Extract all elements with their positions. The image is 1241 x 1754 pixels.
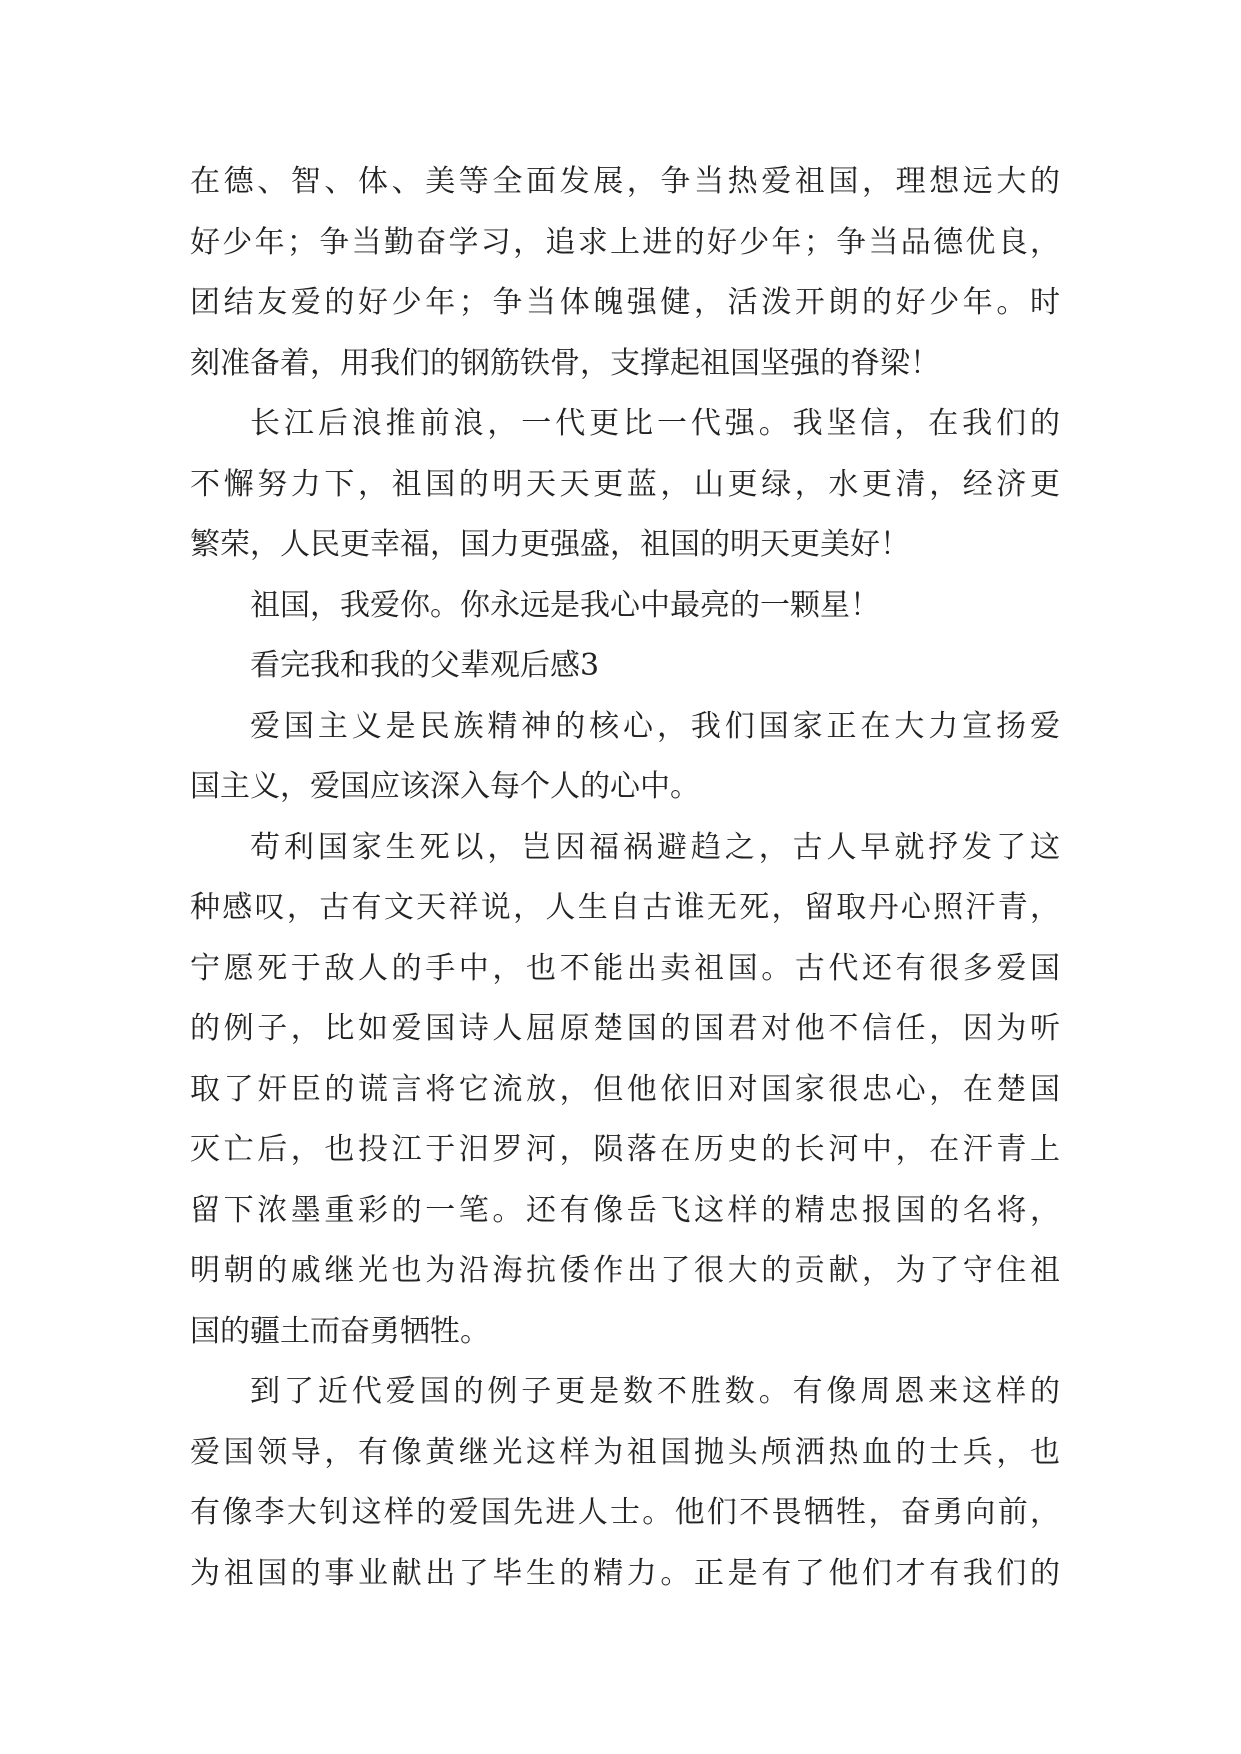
paragraph-first-line: 爱国主义是民族精神的核心，我们国家正在大力宣扬爱 bbox=[250, 708, 1060, 744]
text-line: 团结友爱的好少年；争当体魄强健，活泼开朗的好少年。时 bbox=[190, 285, 1060, 320]
text-line: 的例子，比如爱国诗人屈原楚国的国君对他不信任，因为听 bbox=[190, 1011, 1060, 1046]
text-line: 刻准备着，用我们的钢筋铁骨，支撑起祖国坚强的脊梁！ bbox=[190, 345, 940, 381]
section-heading: 看完我和我的父辈观后感3 bbox=[250, 648, 600, 683]
text-line: 为祖国的事业献出了毕生的精力。正是有了他们才有我们的 bbox=[190, 1555, 1060, 1591]
paragraph-first-line: 苟利国家生死以，岂因福祸避趋之，古人早就抒发了这 bbox=[250, 829, 1060, 865]
paragraph-first-line: 到了近代爱国的例子更是数不胜数。有像周恩来这样的 bbox=[250, 1374, 1060, 1409]
text-line: 有像李大钊这样的爱国先进人士。他们不畏牺牲，奋勇向前， bbox=[190, 1495, 1060, 1530]
paragraph-first-line: 长江后浪推前浪，一代更比一代强。我坚信，在我们的 bbox=[250, 406, 1060, 441]
text-line: 不懈努力下，祖国的明天天更蓝，山更绿，水更清，经济更 bbox=[190, 466, 1060, 502]
text-line: 国的疆土而奋勇牺牲。 bbox=[190, 1313, 490, 1349]
text-line: 繁荣，人民更幸福，国力更强盛，祖国的明天更美好！ bbox=[190, 527, 910, 562]
text-line: 取了奸臣的谎言将它流放，但他依旧对国家很忠心，在楚国 bbox=[190, 1071, 1060, 1107]
document-body bbox=[190, 152, 1060, 1604]
text-line: 留下浓墨重彩的一笔。还有像岳飞这样的精忠报国的名将， bbox=[190, 1192, 1060, 1228]
text-line: 在德、智、体、美等全面发展，争当热爱祖国，理想远大的 bbox=[190, 164, 1060, 199]
text-line: 明朝的戚继光也为沿海抗倭作出了很大的贡献，为了守住祖 bbox=[190, 1253, 1060, 1288]
text-line: 国主义，爱国应该深入每个人的心中。 bbox=[190, 769, 700, 804]
text-line: 好少年；争当勤奋学习，追求上进的好少年；争当品德优良， bbox=[190, 224, 1060, 260]
text-line: 种感叹，古有文天祥说，人生自古谁无死，留取丹心照汗青， bbox=[190, 890, 1060, 925]
text-line: 爱国领导，有像黄继光这样为祖国抛头颅洒热血的士兵，也 bbox=[190, 1434, 1060, 1470]
text-line: 宁愿死于敌人的手中，也不能出卖祖国。古代还有很多爱国 bbox=[190, 950, 1060, 986]
text-line: 灭亡后，也投江于汨罗河，陨落在历史的长河中，在汗青上 bbox=[190, 1132, 1060, 1167]
paragraph-first-line: 祖国，我爱你。你永远是我心中最亮的一颗星！ bbox=[250, 587, 880, 623]
